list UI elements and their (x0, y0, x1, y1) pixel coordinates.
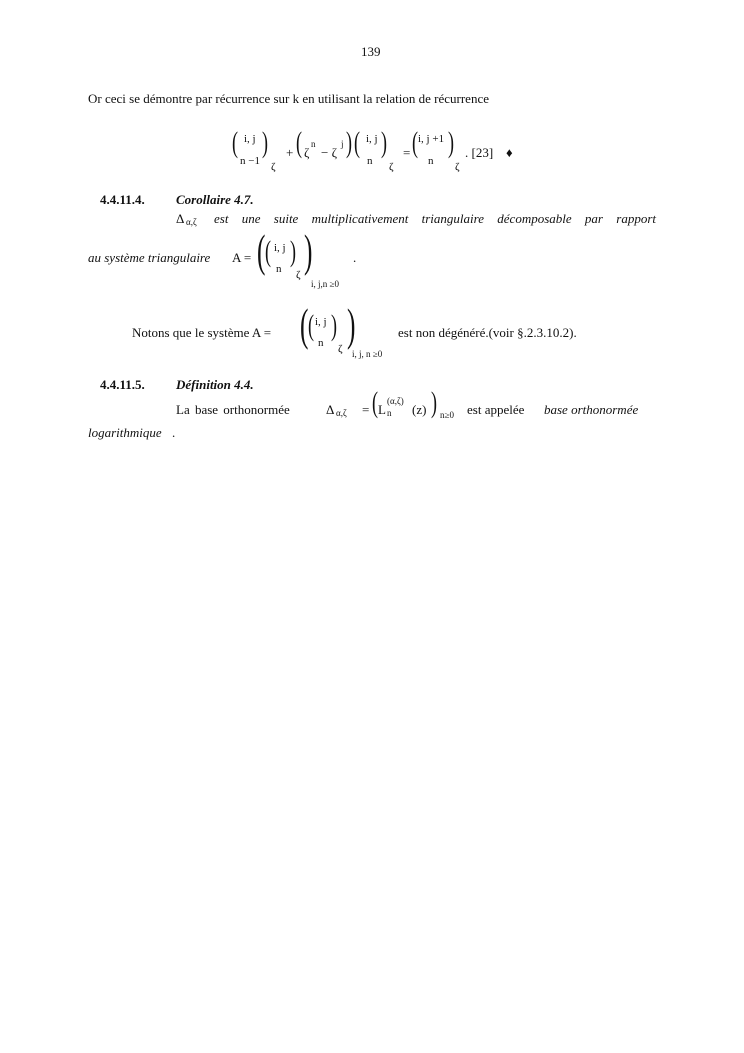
period: . (172, 425, 176, 440)
left-paren: ( (265, 235, 271, 268)
notons-conclusion: est non dégénéré.(voir §.2.3.10.2). (398, 325, 577, 340)
delta-subscript: α,ζ (336, 408, 347, 418)
right-paren: ) (290, 235, 296, 268)
plus-sign: + (286, 145, 294, 160)
matrix-subscript: i, j,n ≥0 (311, 279, 339, 289)
zeta-subscript: ζ (271, 161, 276, 173)
outer-right-paren: ) (347, 299, 356, 350)
notons-text: Notons que le système A = (132, 325, 272, 340)
zeta-subscript: ζ (296, 269, 301, 281)
equals-sign: = (403, 145, 411, 160)
laguerre-subscript: n (387, 408, 392, 418)
period: . (353, 250, 357, 265)
corollary-text-continued: au système triangulaire (88, 250, 211, 265)
reference: . [23] (465, 145, 494, 160)
corollary-text: est une suite multiplicativement triangulaire décomposable par rapport (214, 211, 656, 226)
matrix-top: i, j (274, 242, 286, 254)
section-title: Définition 4.4. (176, 377, 254, 392)
laguerre-L: L (378, 402, 386, 417)
laguerre-argument: (z) (412, 402, 427, 417)
definition-term-continued: logarithmique (88, 425, 162, 440)
a-equals: A = (232, 250, 252, 265)
binom-bottom: n (367, 155, 373, 167)
section-number: 4.4.11.4. (100, 192, 145, 207)
sequence-subscript: n≥0 (440, 410, 454, 420)
right-paren: ) (262, 126, 268, 159)
binom-bottom: n (428, 155, 434, 167)
right-paren: ) (431, 386, 437, 419)
definition-mid: est appelée (467, 402, 525, 417)
definition-term: base orthonormée (544, 402, 639, 417)
outer-left-paren: ( (300, 299, 309, 350)
zeta-subscript: ζ (389, 161, 394, 173)
laguerre-superscript: (α,ζ) (387, 396, 404, 406)
right-paren: ) (346, 126, 352, 159)
left-paren: ( (412, 126, 418, 159)
minus-zeta: − ζ (321, 145, 337, 160)
left-paren: ( (308, 309, 314, 342)
zeta-symbol: ζ (304, 145, 310, 160)
zeta-subscript: ζ (338, 343, 343, 355)
binom-bottom: n −1 (240, 155, 260, 167)
left-paren: ( (296, 126, 302, 159)
right-paren: ) (448, 126, 454, 159)
definition-lead: La base orthonormée (176, 402, 290, 417)
outer-right-paren: ) (304, 225, 313, 276)
right-paren: ) (381, 126, 387, 159)
superscript-n: n (311, 139, 316, 149)
page-number: 139 (361, 44, 381, 59)
left-paren: ( (232, 126, 238, 159)
section-number: 4.4.11.5. (100, 377, 145, 392)
binom-top: i, j +1 (418, 133, 445, 145)
section-title: Corollaire 4.7. (176, 192, 254, 207)
matrix-bottom: n (276, 263, 282, 275)
left-paren: ( (354, 126, 360, 159)
zeta-subscript: ζ (455, 161, 460, 173)
matrix-bottom: n (318, 337, 324, 349)
right-paren: ) (331, 309, 337, 342)
intro-text: Or ceci se démontre par récurrence sur k en utilisant la relation de récurrence (88, 91, 489, 106)
outer-left-paren: ( (257, 225, 266, 276)
delta-subscript: α,ζ (186, 217, 197, 227)
binom-top: i, j (366, 133, 378, 145)
left-paren: ( (372, 386, 378, 419)
superscript-j: j (341, 139, 344, 149)
equals-sign: = (362, 402, 370, 417)
binom-top: i, j (244, 133, 256, 145)
delta-symbol: Δ (176, 211, 185, 226)
matrix-top: i, j (315, 316, 327, 328)
delta-symbol: Δ (326, 402, 335, 417)
matrix-subscript: i, j, n ≥0 (352, 349, 383, 359)
diamond-icon: ♦ (506, 145, 513, 160)
